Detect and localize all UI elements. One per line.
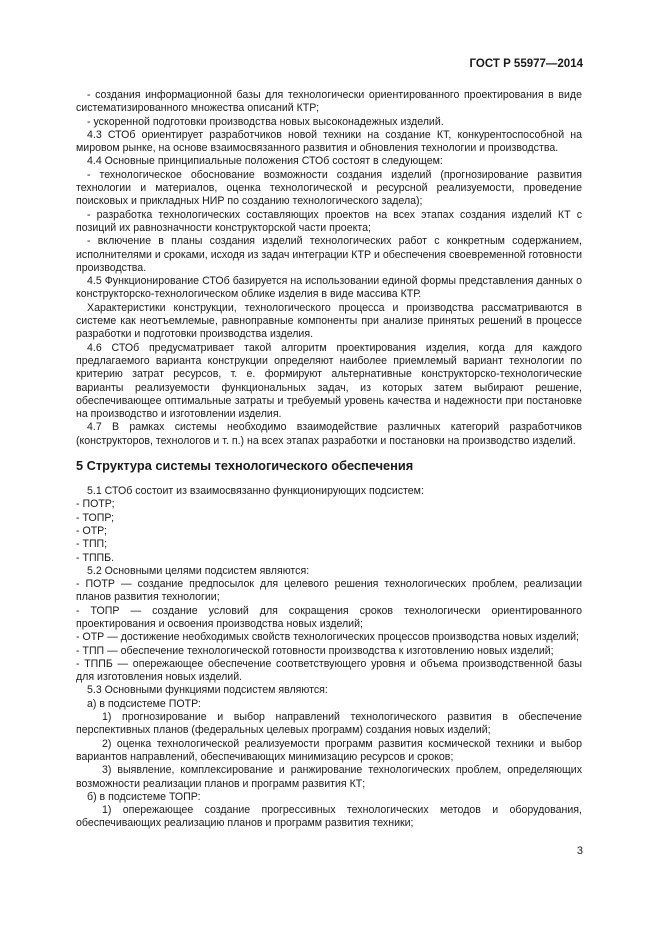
- document-body: [76, 89, 582, 831]
- paragraph: 4.6 СТОб предусматривает такой алгоритм проектирования изделия, когда для каждого предлагаемого варианта конструкции определяют наиболее приемлемый вариант технологии по критерию затрат ресурсов, т. е. формируют альтернативные конструкторско-технологические варианты реализуемости функциональных задач, из которых затем выбирают решение, обеспечивающее оптимальные затраты и требуемый уровень качества и надежности при постановке на производство и изготовлении изделия.: [76, 341, 582, 421]
- paragraph: 4.7 В рамках системы необходимо взаимодействие различных категорий разработчиков (конструкторов, технологов и т. п.) на всех этапах разработки и постановки на производство изделий.: [76, 421, 582, 447]
- list-item: 1) опережающее создание прогрессивных технологических методов и оборудования, обеспечивающих реализацию планов и программ развития техники;: [76, 804, 582, 830]
- paragraph: 4.4 Основные принципиальные положения СТОб состоят в следующем:: [87, 155, 443, 168]
- list-item: - ТППБ.: [76, 551, 115, 564]
- paragraph: - включение в планы создания изделий технологических работ с конкретным содержанием, исполнителями и сроками, исходя из задач интеграции КТР и обеспечения своевременной готовности производства.: [76, 235, 582, 274]
- list-item: - ТПП — обеспечение технологической готовности производства к изготовлению новых изделий;: [76, 644, 554, 657]
- section-heading: 5 Структура системы технологического обеспечения: [76, 458, 414, 474]
- list-item: - ТОПР — создание условий для сокращения сроков технологически ориентированного проектирования и освоения производства новых изделий;: [76, 604, 582, 630]
- paragraph: 4.5 Функционирование СТОб базируется на использовании единой формы представления данных о конструкторско-технологическом облике изделия в виде массива КТР.: [76, 275, 582, 301]
- list-item: - ТППБ — опережающее обеспечение соответствующего уровня и объема производственной базы для изготовления новых изделий.: [76, 657, 582, 684]
- paragraph: - технологическое обоснование возможности создания изделий (прогнозирование развития технологии и материалов, оценка технологической и ресурсной реализуемости, проведение поисковых и прикладных НИР по созданию технологического задела);: [76, 168, 582, 208]
- list-item: - ПОТР;: [76, 498, 115, 511]
- page-number: 3: [576, 845, 583, 857]
- paragraph: б) в подсистеме ТОПР:: [87, 790, 201, 803]
- paragraph: - разработка технологических составляющих проектов на всех этапах создания изделий КТ с позиций их равнозначности конструкторской части проекта;: [76, 208, 582, 234]
- list-item: - ОТР — достижение необходимых свойств технологических процессов производства новых изделий;: [76, 631, 579, 644]
- paragraph: 5.1 СТОб состоит из взаимосвязанно функционирующих подсистем:: [87, 485, 424, 498]
- paragraph: - создания информационной базы для технологически ориентированного проектирования в виде систематизированного множества описаний КТР;: [76, 89, 582, 115]
- paragraph: 5.3 Основными функциями подсистем являются:: [87, 684, 328, 697]
- list-item: - ОТР;: [76, 524, 107, 537]
- document-id: ГОСТ Р 55977—2014: [469, 58, 583, 70]
- list-item: - ТПП;: [76, 538, 108, 551]
- paragraph: Характеристики конструкции, технологического процесса и производства рассматриваются в системе как неотъемлемые, равноправные компоненты при анализе принятых решений в процессе разработки и подготовки производства изделия.: [76, 301, 582, 341]
- list-item: 1) прогнозирование и выбор направлений технологического развития в обеспечение перспективных планов (федеральных целевых программ) создания новых изделий;: [76, 711, 582, 737]
- paragraph: 5.2 Основными целями подсистем являются:: [87, 564, 310, 577]
- paragraph: - ускоренной подготовки производства новых высоконадежных изделий.: [87, 115, 444, 128]
- list-item: - ПОТР — создание предпосылок для целевого решения технологических проблем, реализации планов развития технологии;: [76, 578, 582, 604]
- list-item: 3) выявление, комплексирование и ранжирование технологических проблем, определяющих возможности реализации планов и программ развития КТ;: [76, 764, 582, 790]
- list-item: 2) оценка технологической реализуемости программ развития космической техники и выбор вариантов направлений, обеспечивающих минимизацию ресурсов и сроков;: [76, 737, 582, 763]
- paragraph: 4.3 СТОб ориентирует разработчиков новой техники на создание КТ, конкурентоспособной на мировом рынке, на основе взаимосвязанного развития и обновления технологии и производства.: [76, 128, 582, 155]
- paragraph: а) в подсистеме ПОТР:: [87, 697, 201, 710]
- list-item: - ТОПР;: [76, 511, 115, 524]
